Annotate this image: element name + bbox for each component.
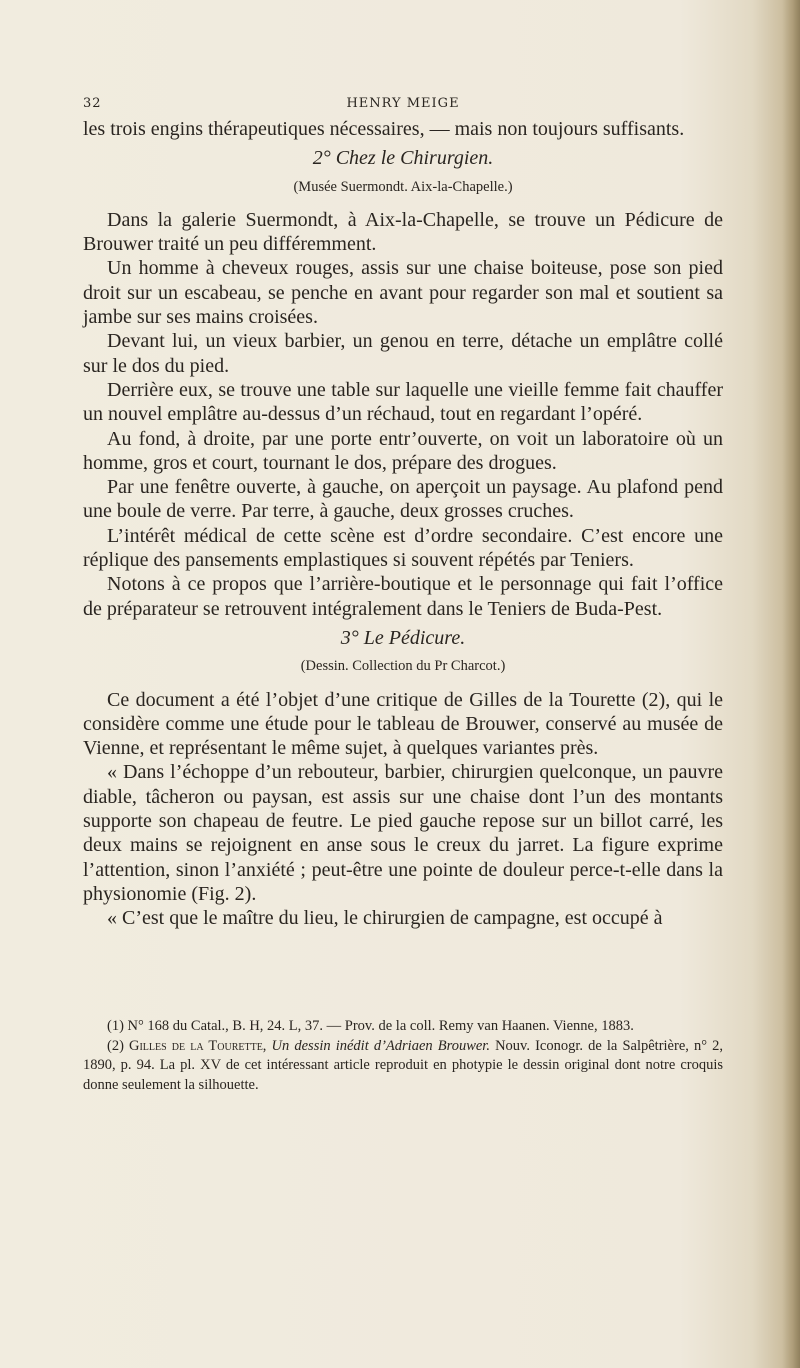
footnote-citation: Nouv. Iconogr. de la Salpêtrière, n° 2, 1890, p. 94. La pl. XV de cet intéressant article reproduit en photypie le dessin original dont notre croquis donne seulement la silhouette. [83, 1037, 724, 1093]
section-note: (Musée Suermondt. Aix-la-Chapelle.) [293, 178, 513, 195]
paragraph: Au fond, à droite, par une porte entr’ouverte, on voit un laboratoire où un homme, gros et court, tournant le dos, prépare des drogues. [83, 427, 723, 474]
footnote-2 [83, 1037, 723, 1096]
paragraph: Devant lui, un vieux barbier, un genou en terre, détache un emplâtre collé sur le dos du pied. [83, 330, 723, 377]
running-head: HENRY MEIGE [346, 96, 460, 111]
footnotes [83, 1017, 723, 1095]
page-number: 32 [83, 96, 102, 111]
paragraph: L’intérêt médical de cette scène est d’ordre secondaire. C’est encore une réplique des pansements emplastiques si souvent répétés par Teniers. [83, 524, 723, 572]
section-title: 2° Chez le Chirurgien. [312, 147, 494, 170]
paragraph: « Dans l’échoppe d’un rebouteur, barbier, chirurgien quelconque, un pauvre diable, tâcheron ou paysan, est assis sur une chaise dont l’un des montants supporte son chapeau de feutre. Le pied gauche repose sur un billot carré, les deux mains se rejoignent en anse sous le creux du jarret. La figure exprime l’attention, sinon l’anxiété ; peut-être une pointe de douleur perce-t-elle dans la physionomie (Fig. 2). [83, 761, 723, 905]
section-note: (Dessin. Collection du Pr Charcot.) [300, 658, 506, 675]
paragraph: Par une fenêtre ouverte, à gauche, on aperçoit un paysage. Au plafond pend une boule de verre. Par terre, à gauche, deux grosses cruches. [83, 476, 723, 523]
paragraph: « C’est que le maître du lieu, le chirurgien de campagne, est occupé à [107, 907, 663, 930]
page-edge-shadow [782, 0, 800, 1368]
page-header [83, 96, 723, 116]
paragraph: Ce document a été l’objet d’une critique de Gilles de la Tourette (2), qui le considère comme une étude pour le tableau de Brouwer, conservé au musée de Vienne, et représentant le même sujet, à quelques variantes près. [83, 688, 723, 760]
paragraph: les trois engins thérapeutiques nécessaires, — mais non toujours suffisants. [83, 118, 685, 140]
paragraph: Un homme à cheveux rouges, assis sur une chaise boiteuse, pose son pied droit sur un escabeau, se penche en avant pour regarder son mal et soutient sa jambe sur ses mains croisées. [83, 257, 723, 329]
paragraph: Notons à ce propos que l’arrière-boutique et le personnage qui fait l’office de préparateur se retrouvent intégralement dans le Teniers de Buda-Pest. [83, 573, 723, 620]
footnote-author: (2) Gilles de la Tourette, [107, 1037, 267, 1054]
main-text [83, 117, 723, 931]
paragraph: Dans la galerie Suermondt, à Aix-la-Chapelle, se trouve un Pédicure de Brouwer traité un peu différemment. [83, 208, 723, 256]
paragraph: Derrière eux, se trouve une table sur laquelle une vieille femme fait chauffer un nouvel emplâtre au-dessus d’un réchaud, tout en regardant l’opéré. [83, 378, 723, 426]
section-title: 3° Le Pédicure. [340, 626, 466, 649]
footnote-1: (1) N° 168 du Catal., B. H, 24. L, 37. — Prov. de la coll. Remy van Haanen. Vienne, 1883. [107, 1018, 634, 1034]
footnote-work-title: Un dessin inédit d’Adriaen Brouwer. [271, 1037, 490, 1054]
